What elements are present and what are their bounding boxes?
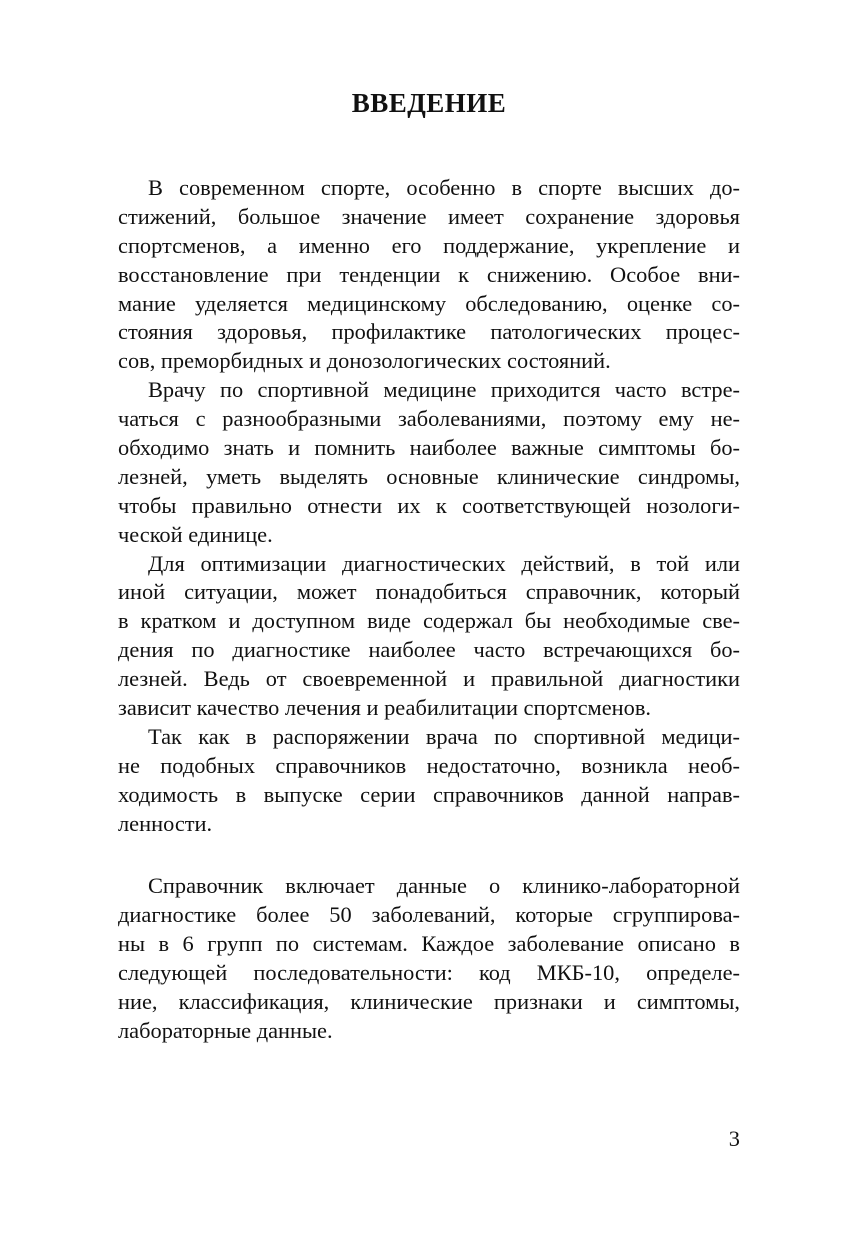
text-line: лабораторные данные. xyxy=(118,1017,333,1043)
text-line: дения по диагностике наиболее часто встречающихся бо- xyxy=(118,637,740,663)
text-line: ны в 6 групп по системам. Каждое заболевание описано в xyxy=(118,931,740,957)
text-line: ленности. xyxy=(118,810,213,836)
text-line: диагностике более 50 заболеваний, которые сгруппирова- xyxy=(118,902,740,928)
text-line: восстановление при тенденции к снижению. Особое вни- xyxy=(118,261,740,287)
text-line: Для оптимизации диагностических действий, в той или xyxy=(148,550,740,576)
body-text xyxy=(118,174,740,1046)
text-line: зависит качество лечения и реабилитации спортсменов. xyxy=(118,695,651,721)
text-line: стижений, большое значение имеет сохранение здоровья xyxy=(118,203,740,229)
text-line: спортсменов, а именно его поддержание, укрепление и xyxy=(118,232,740,258)
text-line: ние, классификация, клинические признаки и симптомы, xyxy=(118,989,740,1015)
text-line: обходимо знать и помнить наиболее важные симптомы бо- xyxy=(118,435,740,461)
text-line: ходимость в выпуске серии справочников данной направ- xyxy=(118,781,740,807)
document-page xyxy=(118,0,740,1241)
text-line: лезней. Ведь от своевременной и правильной диагностики xyxy=(118,666,740,692)
text-line: чтобы правильно отнести их к соответствующей нозологи- xyxy=(118,492,740,518)
text-line: лезней, уметь выделять основные клинические синдромы, xyxy=(118,463,740,489)
text-line: чаться с разнообразными заболеваниями, поэтому ему не- xyxy=(118,406,740,432)
text-line: ческой единице. xyxy=(118,521,273,547)
text-line: в кратком и доступном виде содержал бы необходимые све- xyxy=(118,608,740,634)
text-line: сов, преморбидных и донозологических состояний. xyxy=(118,348,611,374)
page-number: 3 xyxy=(728,1126,740,1151)
text-line: мание уделяется медицинскому обследованию, оценке со- xyxy=(118,290,740,316)
text-line: В современном спорте, особенно в спорте высших до- xyxy=(148,175,740,200)
text-line: Справочник включает данные о клинико-лабораторной xyxy=(148,873,740,899)
text-line: стояния здоровья, профилактике патологических процес- xyxy=(118,319,740,345)
text-line: следующей последовательности: код МКБ-10, определе- xyxy=(118,960,740,986)
text-line: не подобных справочников недостаточно, возникла необ- xyxy=(118,752,740,778)
text-line: Так как в распоряжении врача по спортивной медици- xyxy=(148,723,740,749)
page-title: ВВЕДЕНИЕ xyxy=(351,88,507,118)
paragraph-gap xyxy=(118,838,740,872)
text-line: иной ситуации, может понадобиться справочник, который xyxy=(118,579,740,605)
text-line: Врачу по спортивной медицине приходится часто встре- xyxy=(148,377,740,403)
